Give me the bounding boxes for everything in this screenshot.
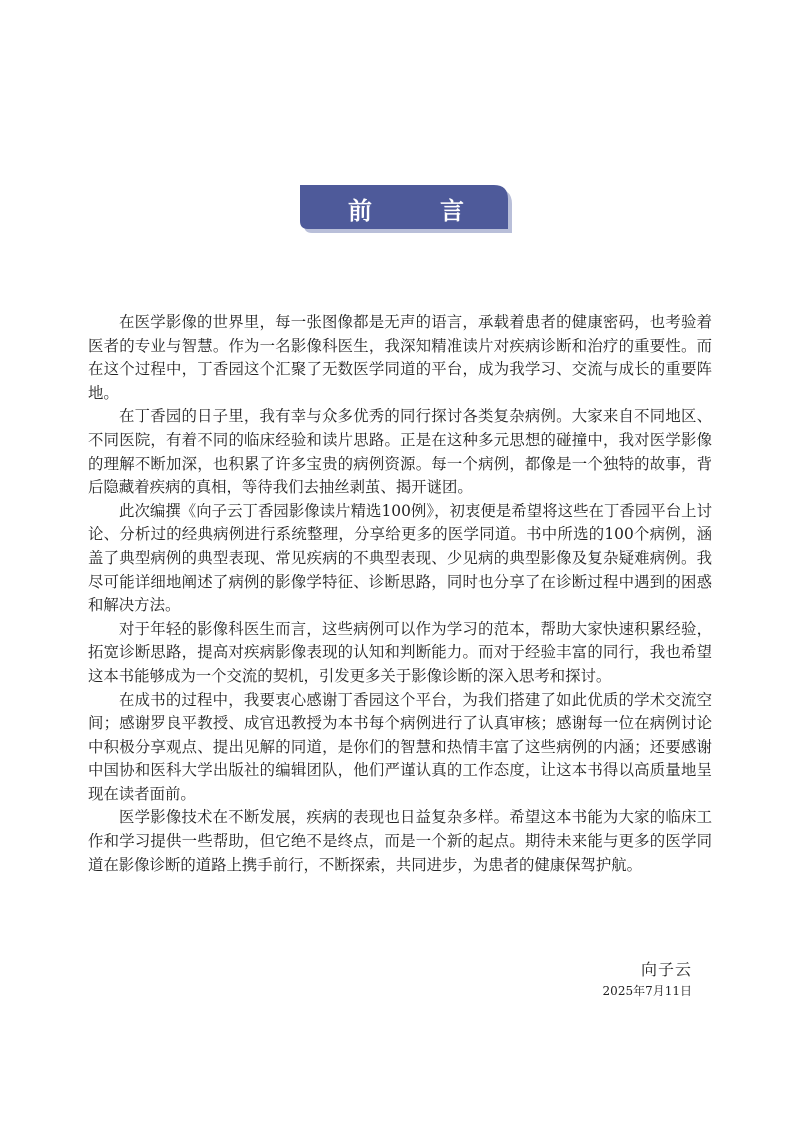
title-banner [300,185,512,237]
paragraph: 对于年轻的影像科医生而言，这些病例可以作为学习的范本，帮助大家快速积累经验，拓宽诊断思路，提高对疾病影像表现的认知和判断能力。而对于经验丰富的同行，我也希望这本书能够成为一个交流的契机，引发更多关于影像诊断的深入思考和探讨。 [88,619,712,685]
preface-body [88,311,712,877]
paragraph: 医学影像技术在不断发展，疾病的表现也日益复杂多样。希望这本书能为大家的临床工作和学习提供一些帮助，但它绝不是终点，而是一个新的起点。期待未来能与更多的医学同道在影像诊断的道路上携手前行，不断探索，共同进步，为患者的健康保驾护航。 [88,808,712,874]
signature-date: 2025年7月11日 [602,984,692,998]
author-signature: 向子云 [640,960,692,979]
page-title: 前 言 [348,197,486,225]
paragraph: 在丁香园的日子里，我有幸与众多优秀的同行探讨各类复杂病例。大家来自不同地区、不同医院，有着不同的临床经验和读片思路。正是在这种多元思想的碰撞中，我对医学影像的理解不断加深，也积累了许多宝贵的病例资源。每一个病例，都像是一个独特的故事，背后隐藏着疾病的真相，等待我们去抽丝剥茧、揭开谜团。 [88,407,712,497]
paragraph: 此次编撰《向子云丁香园影像读片精选100例》，初衷便是希望将这些在丁香园平台上讨论、分析过的经典病例进行系统整理，分享给更多的医学同道。书中所选的100个病例，涵盖了典型病例的典型表现、常见疾病的不典型表现、少见病的典型影像及复杂疑难病例。我尽可能详细地阐述了病例的影像学特征、诊断思路，同时也分享了在诊断过程中遇到的困惑和解决方法。 [88,501,712,615]
paragraph: 在医学影像的世界里，每一张图像都是无声的语言，承载着患者的健康密码，也考验着医者的专业与智慧。作为一名影像科医生，我深知精准读片对疾病诊断和治疗的重要性。而在这个过程中，丁香园这个汇聚了无数医学同道的平台，成为我学习、交流与成长的重要阵地。 [88,313,712,402]
paragraph: 在成书的过程中，我要衷心感谢丁香园这个平台，为我们搭建了如此优质的学术交流空间；感谢罗良平教授、成官迅教授为本书每个病例进行了认真审核；感谢每一位在病例讨论中积极分享观点、提出见解的同道，是你们的智慧和热情丰富了这些病例的内涵；还要感谢中国协和医科大学出版社的编辑团队，他们严谨认真的工作态度，让这本书得以高质量地呈现在读者面前。 [88,690,712,803]
